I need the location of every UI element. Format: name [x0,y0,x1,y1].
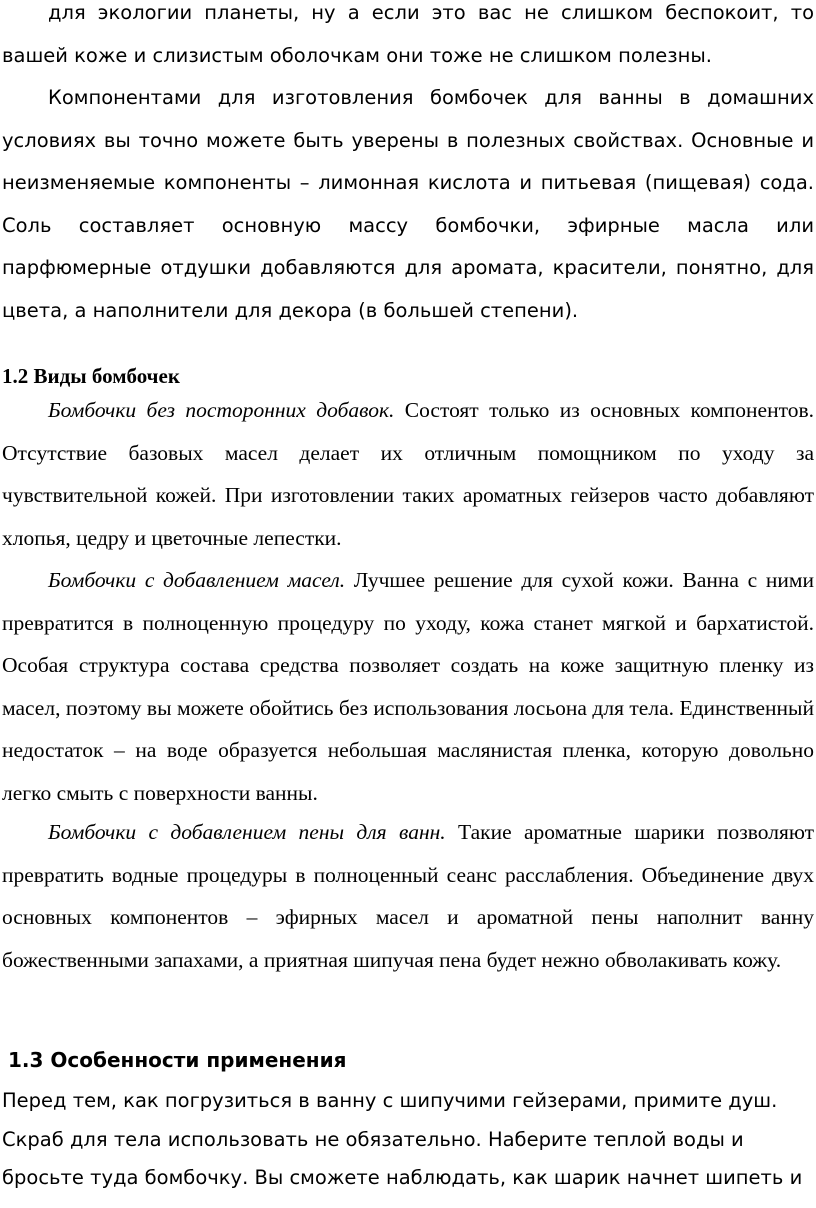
section-heading-1-3 [8,1045,816,1075]
paragraph-lead: Бомбочки без посторонних добавок. [48,398,395,422]
paragraph-body: Состоят только из основных компонентов. Отсутствие базовых масел делает их отличным помощником по уходу за чувствительной кожей. При изготовлении таких ароматных гейзеров часто добавляют хлопья, цедру и цветочные лепестки. [2,398,814,550]
paragraph-body: Такие ароматные шарики позволяют превратить водные процедуры в полноценный сеанс расслабления. Объединение двух основных компонентов – эфирных масел и ароматной пены наполнит ванну божественными запахами, а приятная шипучая пена будет нежно обволакивать кожу. [2,820,815,972]
section-heading: 1.3 Особенности применения [8,1048,347,1072]
paragraph-text: Компонентами для изготовления бомбочек для ванны в домашних условиях вы точно можете быть уверены в полезных свойствах. Основные и неизменяемые компоненты – лимонная кислота и питьевая (пищевая) сода. Соль составляет основную массу бомбочки, эфирные масла или парфюмерные отдушки добавляются для аромата, красители, понятно, для цвета, а наполнители для декора (в большей степени). [2,86,814,322]
paragraph-usage [2,1082,814,1198]
paragraph-text [2,811,814,981]
paragraph-line: Скраб для тела использовать не обязательно. Наберите теплой воды и [2,1127,744,1151]
paragraph-text: для экологии планеты, ну а если это вас не слишком беспокоит, то вашей коже и слизистым оболочкам они тоже не слишком полезны. [2,1,814,67]
paragraph-line: бросьте туда бомбочку. Вы сможете наблюдать, как шарик начнет шипеть и [2,1166,803,1189]
paragraph-no-additives [2,389,814,559]
paragraph-components [2,77,814,333]
paragraph-with-oils [2,559,814,815]
paragraph-line: Перед тем, как погрузиться в ванну с шипучими гейзерами, примите душ. [2,1089,778,1112]
paragraph-text [2,559,814,815]
paragraph-body: Лучшее решение для сухой кожи. Ванна с ними превратится в полноценную процедуру по уходу, кожа станет мягкой и бархатистой. Особая структура состава средства позволяет создать на коже защитную пленку из масел, поэтому вы можете обойтись без использования лосьона для тела. Единственный недостаток – на воде образуется небольшая маслянистая пленка, которую довольно легко смыть с поверхности ванны. [2,568,814,805]
paragraph-ecology [2,0,814,77]
section-heading: 1.2 Виды бомбочек [2,364,180,388]
section-heading-1-2 [2,361,814,391]
paragraph-lead: Бомбочки с добавлением масел. [48,568,346,592]
paragraph-text [2,389,814,559]
paragraph-lead: Бомбочки с добавлением пены для ванн. [48,820,446,844]
paragraph-with-foam [2,811,814,981]
